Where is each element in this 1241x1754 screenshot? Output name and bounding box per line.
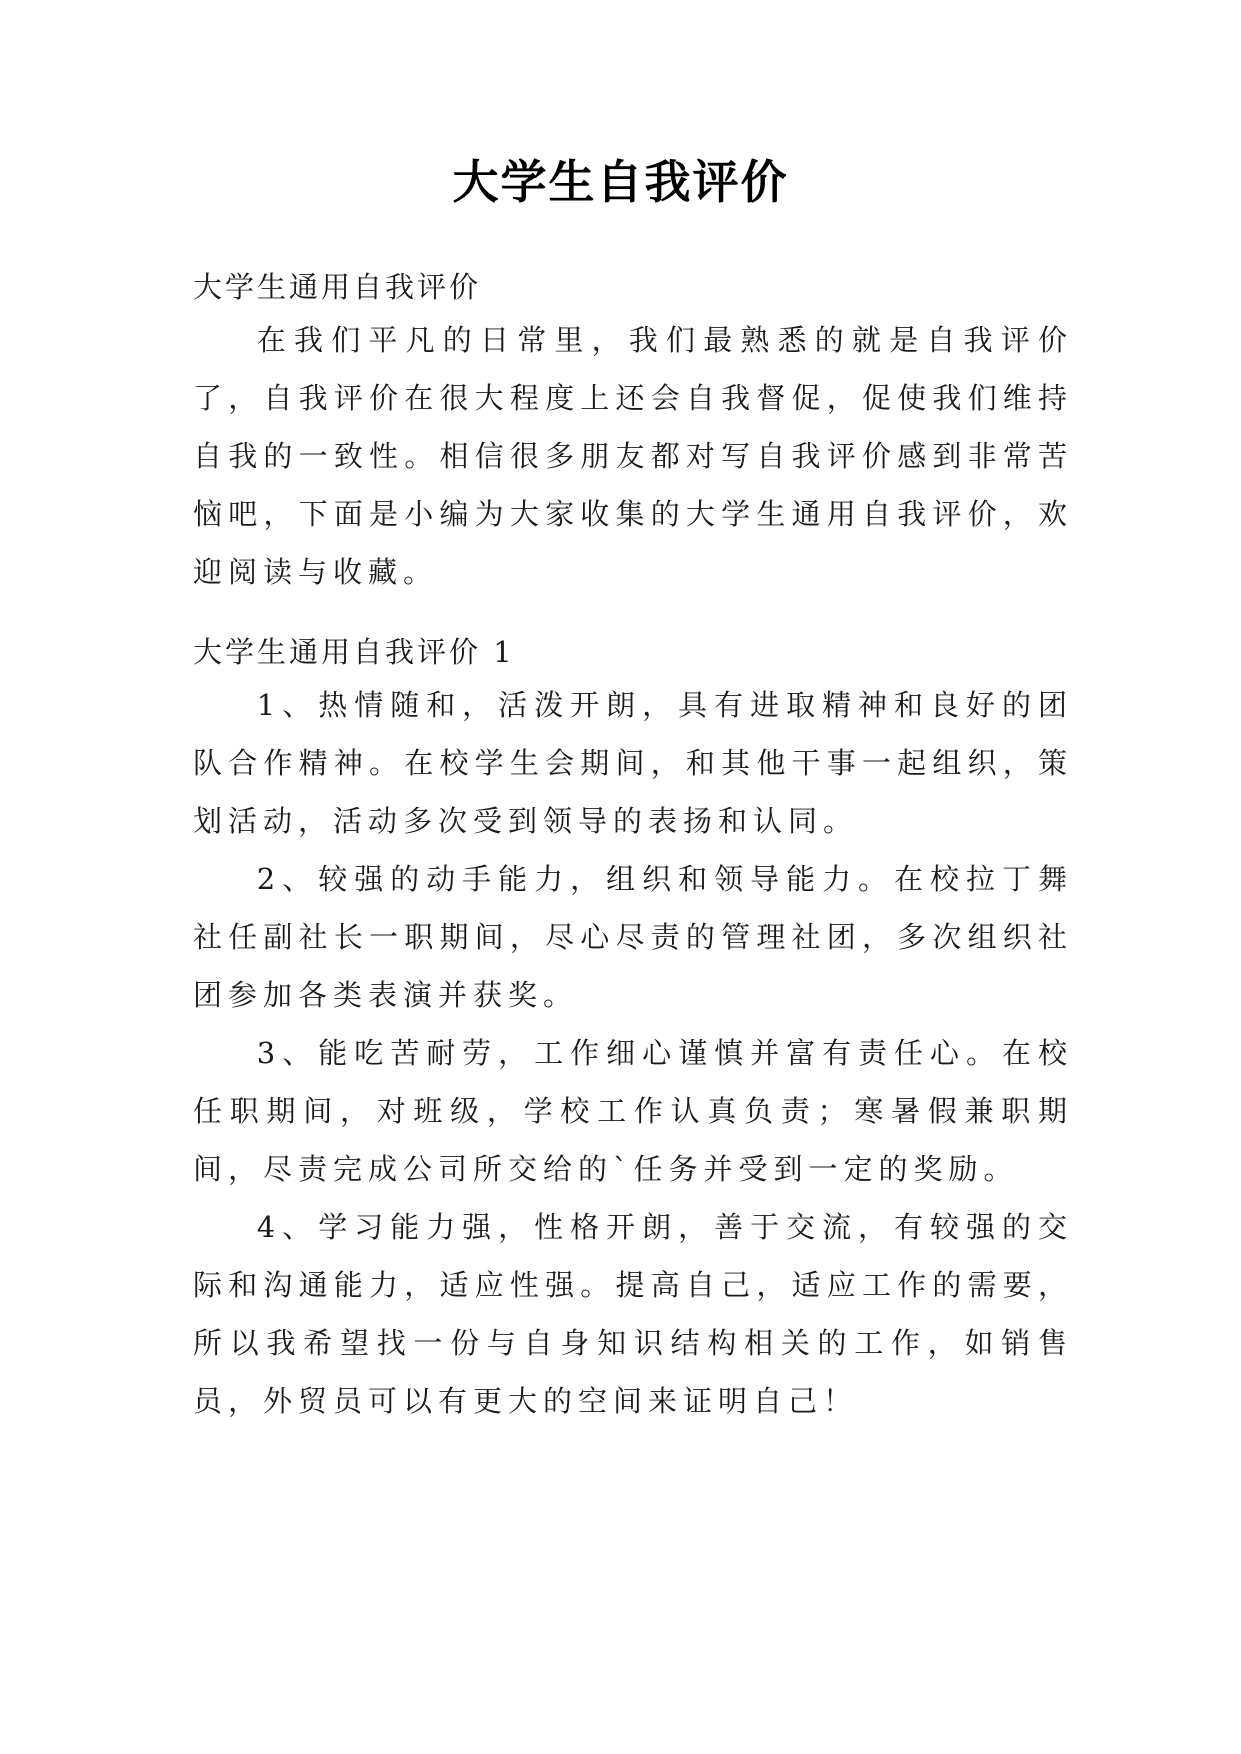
section-1-paragraph-4: 4、学习能力强，性格开朗，善于交流，有较强的交际和沟通能力，适应性强。提高自己，适应工作的需要，所以我希望找一份与自身知识结构相关的工作，如销售员，外贸员可以有更大的空间来证明自己！ xyxy=(193,1210,1073,1418)
intro-paragraph: 在我们平凡的日常里，我们最熟悉的就是自我评价了，自我评价在很大程度上还会自我督促，促使我们维持自我的一致性。相信很多朋友都对写自我评价感到非常苦恼吧，下面是小编为大家收集的大学生通用自我评价，欢迎阅读与收藏。 xyxy=(193,323,1073,589)
section-1-paragraph-3: 3、能吃苦耐劳，工作细心谨慎并富有责任心。在校任职期间，对班级，学校工作认真负责；寒暑假兼职期间，尽责完成公司所交给的`任务并受到一定的奖励。 xyxy=(193,1036,1073,1186)
section-1-paragraph-2: 2、较强的动手能力，组织和领导能力。在校拉丁舞社任副社长一职期间，尽心尽责的管理社团，多次组织社团参加各类表演并获奖。 xyxy=(193,862,1073,1012)
intro-heading: 大学生通用自我评价 xyxy=(193,270,482,304)
section-1-paragraph-1: 1、热情随和，活泼开朗，具有进取精神和良好的团队合作精神。在校学生会期间，和其他干事一起组织，策划活动，活动多次受到领导的表扬和认同。 xyxy=(193,688,1073,838)
section-1-text-block xyxy=(193,676,1073,1430)
page-title: 大学生自我评价 xyxy=(452,155,789,209)
section-1-heading: 大学生通用自我评价 1 xyxy=(193,635,515,669)
intro-text-block xyxy=(193,311,1073,601)
